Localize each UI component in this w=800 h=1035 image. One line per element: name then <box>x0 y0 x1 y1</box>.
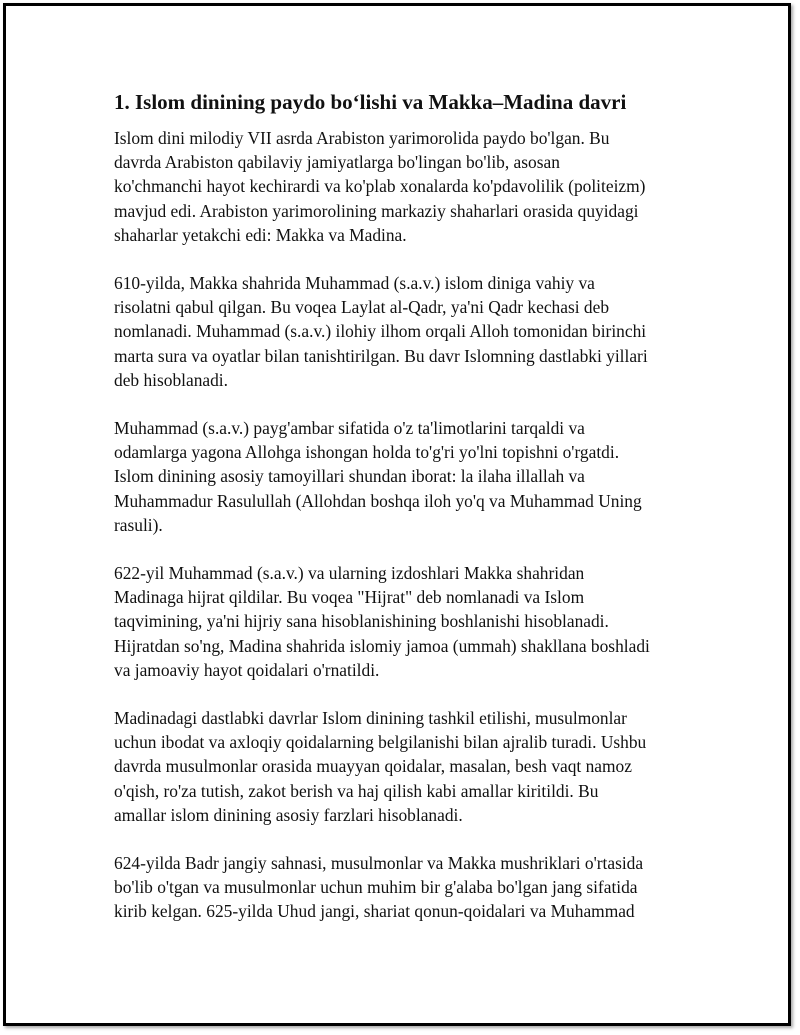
text-line: ko'chmanchi hayot kechirardi va ko'plab xonalarda ko'pdavolilik (politeizm) <box>114 176 646 197</box>
text-line: Muhammadur Rasulullah (Allohdan boshqa iloh yo'q va Muhammad Uning <box>114 490 642 511</box>
text-line: 624-yilda Badr jangiy sahnasi, musulmonlar va Makka mushriklari o'rtasida <box>114 853 644 874</box>
text-line: 610-yilda, Makka shahrida Muhammad (s.a.v.) islom diniga vahiy va <box>114 273 595 294</box>
text-line: Muhammad (s.a.v.) payg'ambar sifatida o'z ta'limotlarini tarqaldi va <box>114 418 585 439</box>
text-line: va jamoaviy hayot qoidalari o'rnatildi. <box>114 659 380 680</box>
text-line: Islom dinining asosiy tamoyillari shundan iborat: la ilaha illallah va <box>114 466 585 487</box>
text-line: Islom dini milodiy VII asrda Arabiston yarimorolida paydo bo'lgan. Bu <box>114 128 610 148</box>
text-line: bo'lib o'tgan va musulmonlar uchun muhim bir g'alaba bo'lgan jang sifatida <box>114 877 638 898</box>
paragraph-4 <box>114 561 694 682</box>
text-line: uchun ibodat va axloqiy qoidalarning belgilanishi bilan ajralib turadi. Ushbu <box>114 732 647 753</box>
paragraph-5 <box>114 706 694 827</box>
text-line: Hijratdan so'ng, Madina shahrida islomiy jamoa (ummah) shakllana boshladi <box>114 635 650 656</box>
text-line: deb hisoblanadi. <box>114 369 228 390</box>
text-line: risolatni qabul qilgan. Bu voqea Laylat al-Qadr, ya'ni Qadr kechasi deb <box>114 297 610 318</box>
text-line: amallar islom dinining asosiy farzlari hisoblanadi. <box>114 804 463 825</box>
text-line: kirib kelgan. 625-yilda Uhud jangi, shariat qonun-qoidalari va Muhammad <box>114 901 635 922</box>
text-line: shaharlar yetakchi edi: Makka va Madina. <box>114 224 407 245</box>
text-line: davrda musulmonlar orasida muayyan qoidalar, masalan, besh vaqt namoz <box>114 756 632 777</box>
text-line: odamlarga yagona Allohga ishongan holda to'g'ri yo'lni topishni o'rgatdi. <box>114 442 620 463</box>
text-line: mavjud edi. Arabiston yarimorolining markaziy shaharlari orasida quyidagi <box>114 200 639 221</box>
text-line: Madinaga hijrat qildilar. Bu voqea "Hijrat" deb nomlanadi va Islom <box>114 587 585 608</box>
text-line: Madinadagi dastlabki davrlar Islom dinining tashkil etilishi, musulmonlar <box>114 708 627 729</box>
text-line: marta sura va oyatlar bilan tanishtirilgan. Bu davr Islomning dastlabki yillari <box>114 345 648 366</box>
paragraph-2 <box>114 271 694 392</box>
text-line: taqvimining, ya'ni hijriy sana hisoblanishining boshlanishi hisoblanadi. <box>114 611 609 632</box>
text-line: nomlanadi. Muhammad (s.a.v.) ilohiy ilhom orqali Alloh tomonidan birinchi <box>114 321 647 342</box>
text-line: rasuli). <box>114 514 163 535</box>
text-line: 622-yil Muhammad (s.a.v.) va ularning izdoshlari Makka shahridan <box>114 563 585 584</box>
paragraph-1 <box>114 126 694 247</box>
section-title: 1. Islom dinining paydo bo‘lishi va Makka–Madina davri <box>114 90 627 114</box>
text-line: davrda Arabiston qabilaviy jamiyatlarga bo'lingan bo'lib, asosan <box>114 152 560 173</box>
text-line: o'qish, ro'za tutish, zakot berish va haj qilish kabi amallar kiritildi. Bu <box>114 780 599 801</box>
paragraph-6 <box>114 851 694 924</box>
document-body <box>114 88 694 948</box>
paragraph-3 <box>114 416 694 537</box>
